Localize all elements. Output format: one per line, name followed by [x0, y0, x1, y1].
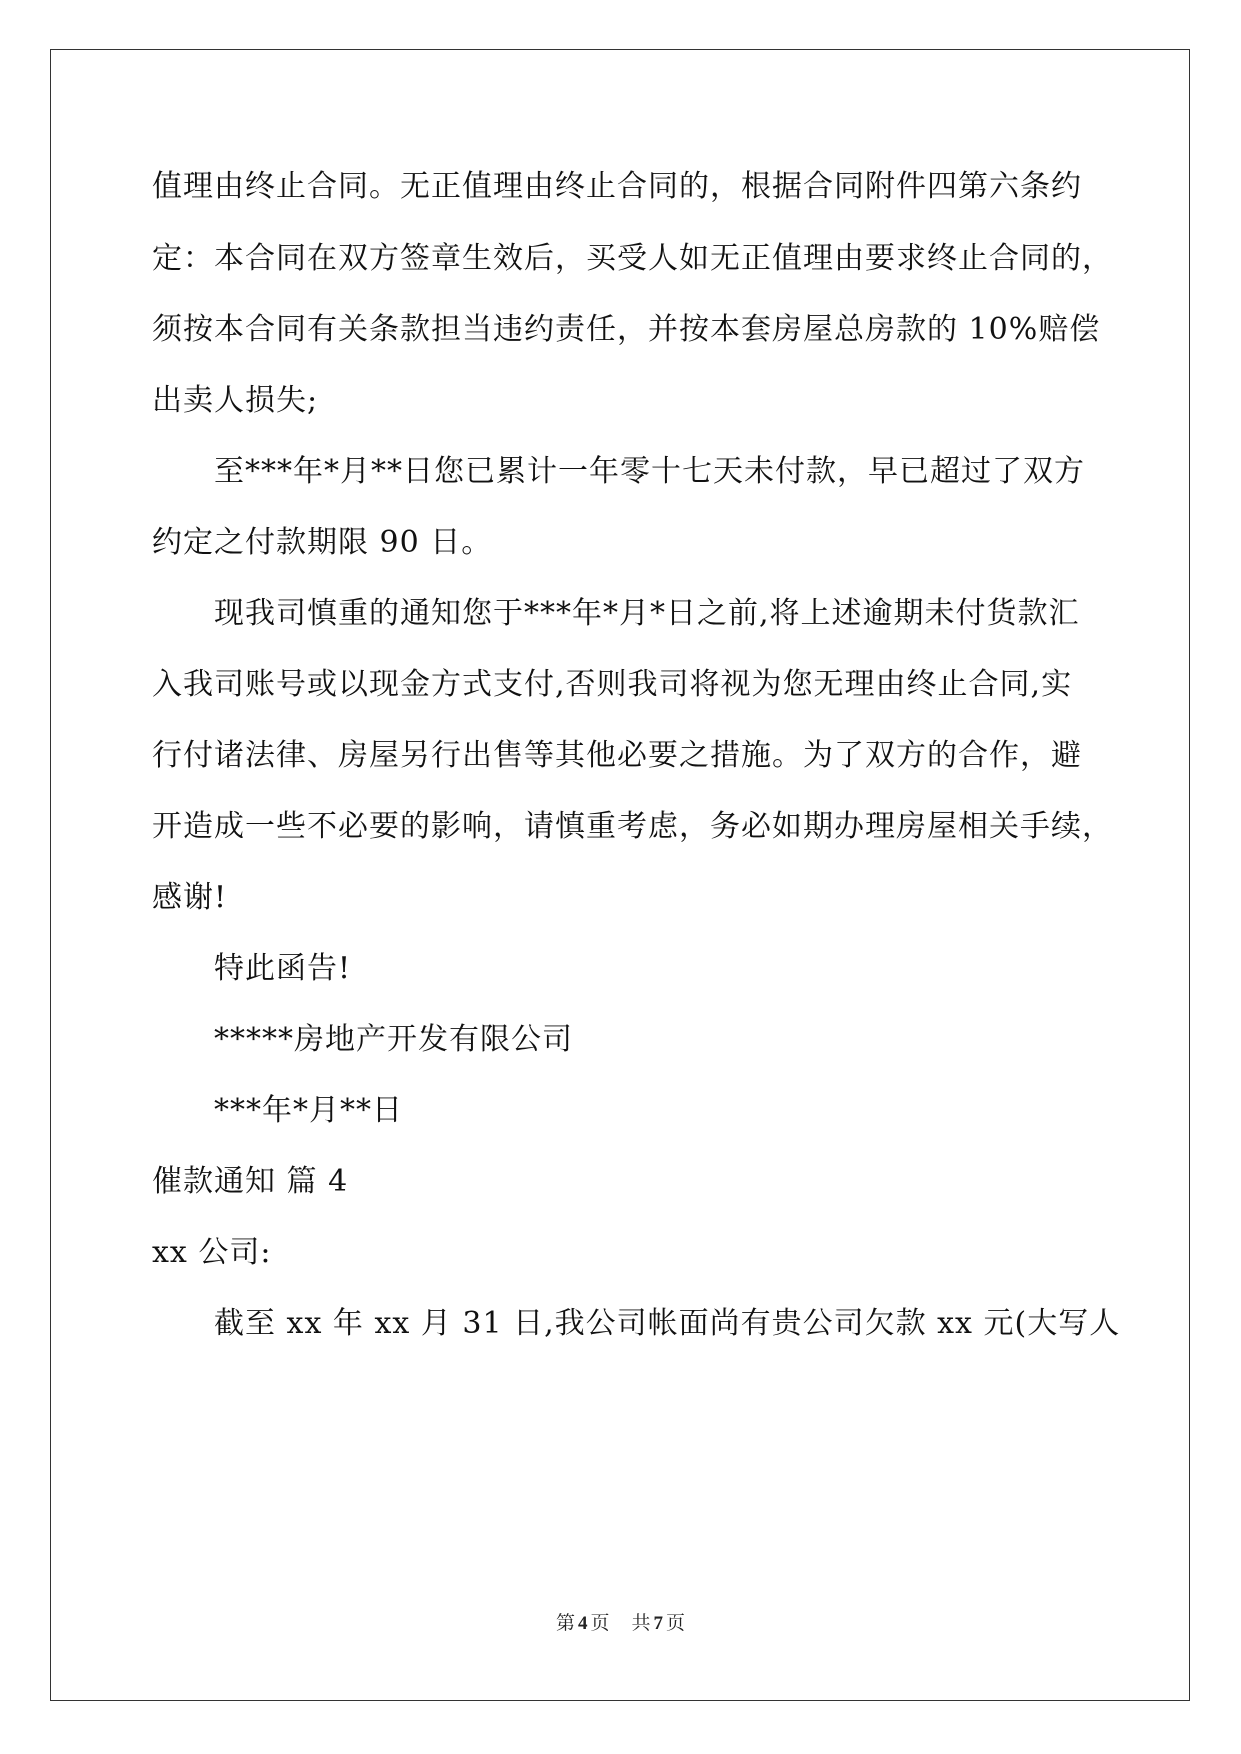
- body-line-8: 入我司账号或以现金方式支付,否则我司将视为您无理由终止合同,实: [152, 667, 1073, 702]
- page-suffix: 页: [590, 1613, 610, 1634]
- body-line-1: 值理由终止合同。无正值理由终止合同的，根据合同附件四第六条约: [152, 169, 1082, 204]
- body-line-7: 现我司慎重的通知您于***年*月*日之前,将上述逾期未付货款汇: [214, 596, 1080, 631]
- body-line-10: 开造成一些不必要的影响，请慎重考虑，务必如期办理房屋相关手续，: [152, 809, 1113, 844]
- body-line-11: 感谢!: [152, 880, 228, 915]
- section-heading: 催款通知 篇 4: [152, 1164, 349, 1199]
- current-page-number: 4: [577, 1613, 588, 1634]
- body-line-5: 至***年*月**日您已累计一年零十七天未付款，早已超过了双方: [214, 454, 1085, 489]
- total-prefix: 共: [631, 1613, 651, 1634]
- signature-date: ***年*月**日: [214, 1093, 403, 1128]
- total-page-number: 7: [653, 1613, 664, 1634]
- body-line-4: 出卖人损失;: [152, 383, 319, 418]
- closing-line: 特此函告!: [214, 951, 352, 986]
- total-suffix: 页: [666, 1613, 686, 1634]
- body-line-last: 截至 xx 年 xx 月 31 日,我公司帐面尚有贵公司欠款 xx 元(大写人: [214, 1306, 1121, 1341]
- body-line-3: 须按本合同有关条款担当违约责任，并按本套房屋总房款的 10%赔偿: [152, 312, 1101, 347]
- page-footer: [0, 1608, 1241, 1635]
- company-signature: *****房地产开发有限公司: [214, 1022, 573, 1057]
- body-line-2: 定：本合同在双方签章生效后，买受人如无正值理由要求终止合同的，: [152, 241, 1113, 276]
- recipient-line: xx 公司:: [152, 1235, 272, 1270]
- body-line-9: 行付诸法律、房屋另行出售等其他必要之措施。为了双方的合作，避: [152, 738, 1082, 773]
- body-line-6: 约定之付款期限 90 日。: [152, 525, 493, 560]
- page-border: [50, 49, 1190, 1701]
- page-prefix: 第: [555, 1613, 575, 1634]
